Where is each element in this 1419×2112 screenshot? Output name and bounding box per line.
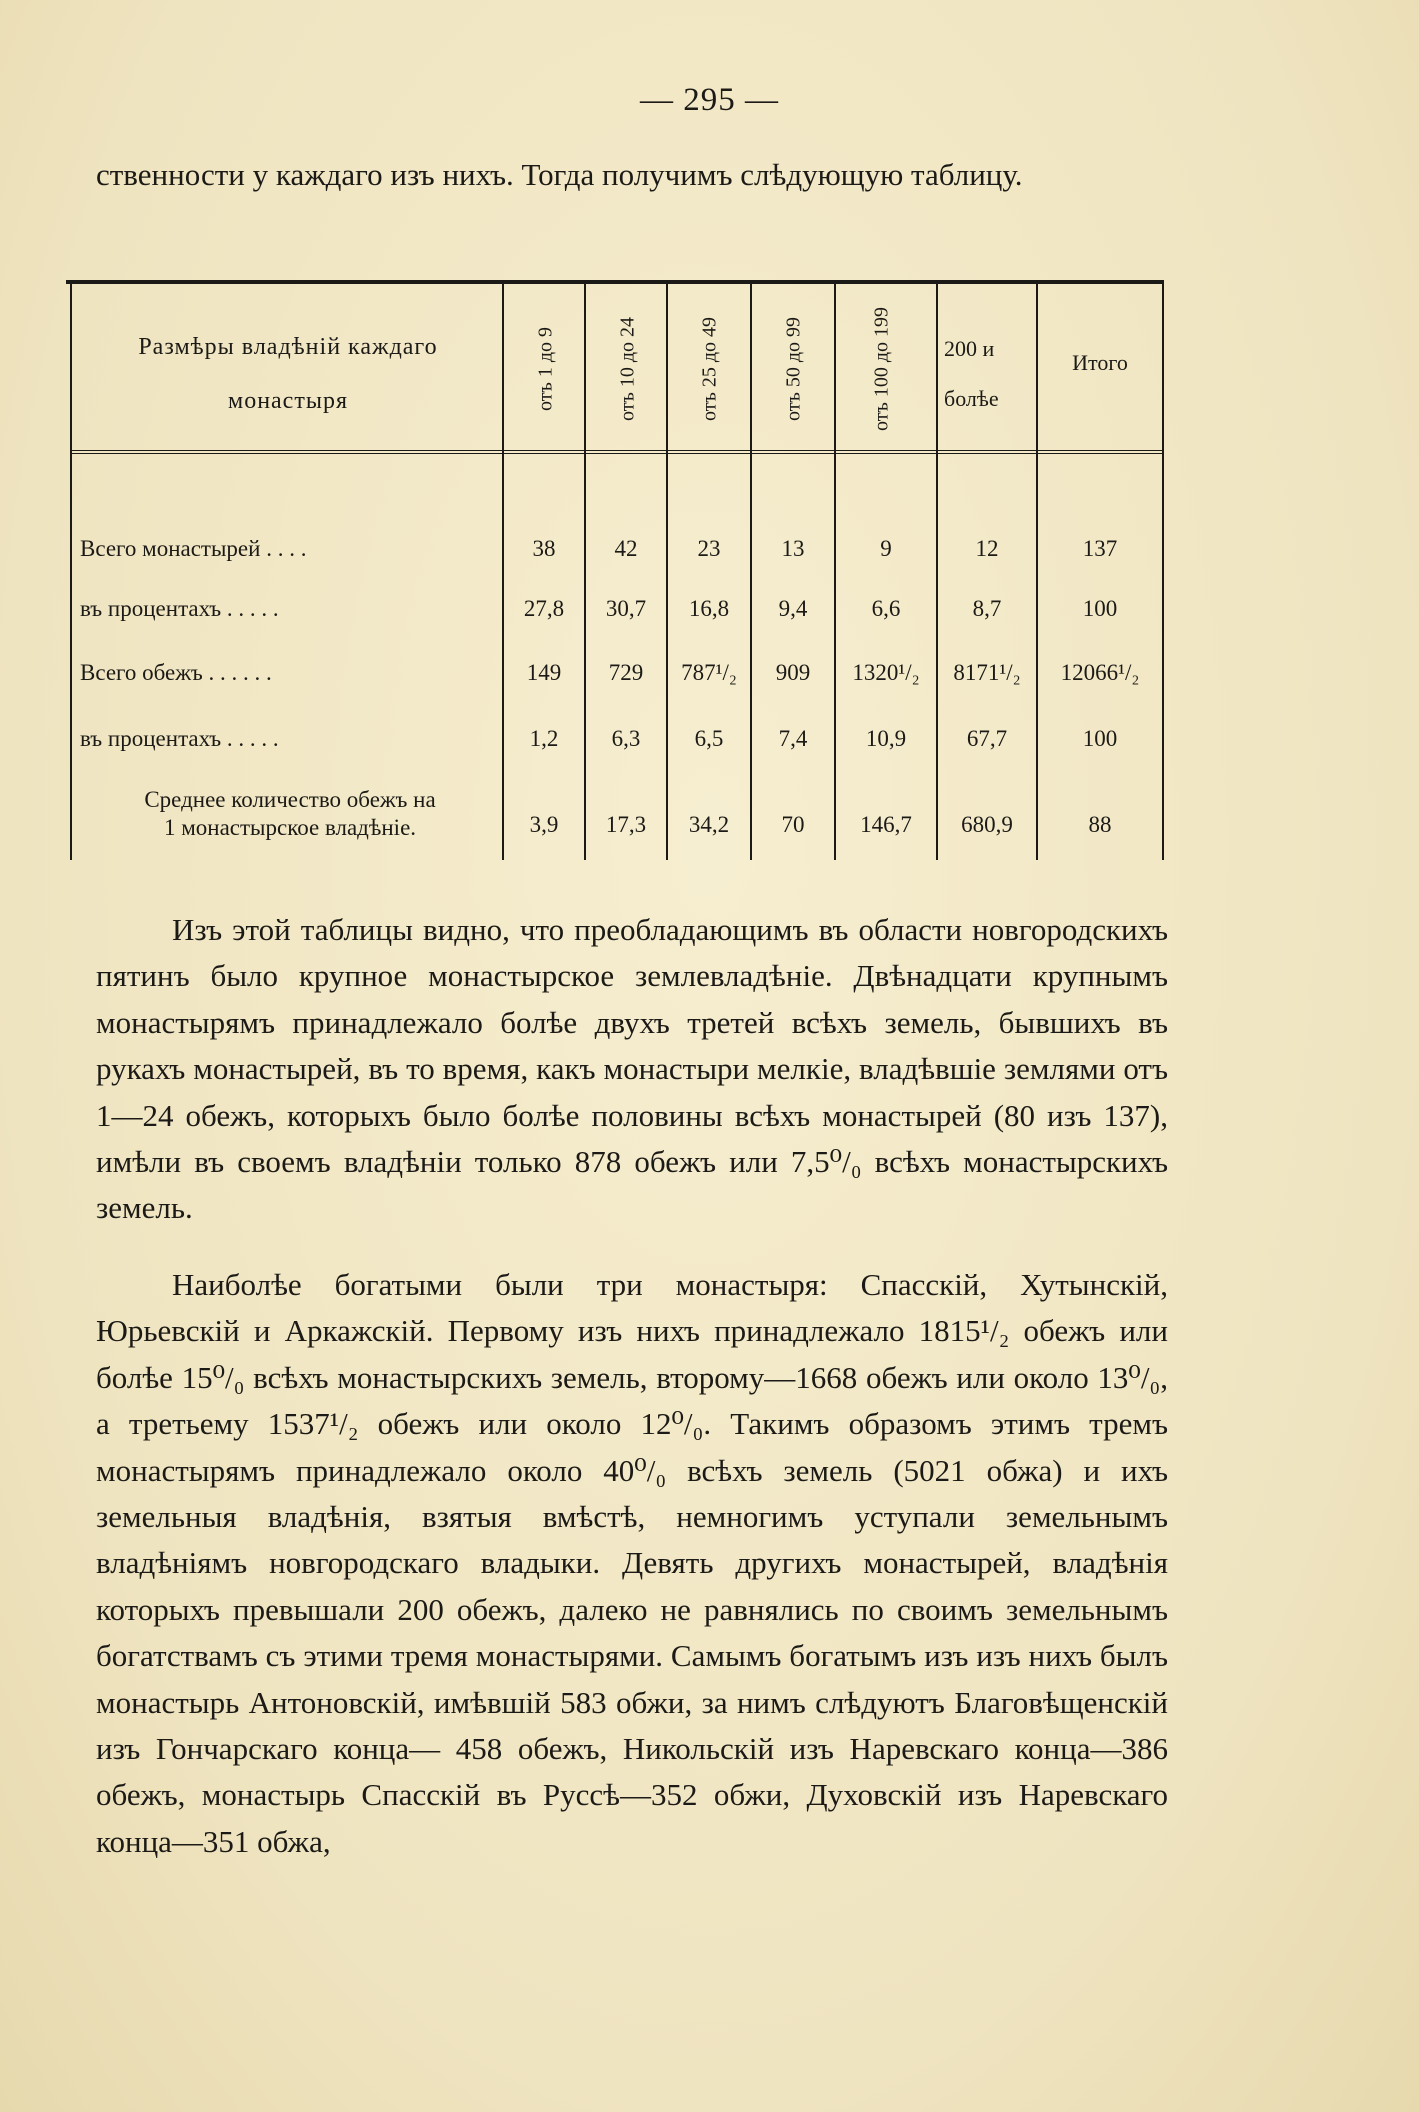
table-cell: 149 (526, 660, 562, 685)
table-cell: 34,2 (688, 812, 730, 837)
table-cell: 12066¹/₂ (1060, 660, 1140, 685)
table-cell: 137 (1082, 536, 1118, 561)
table-header-label: Размѣры владѣній каждаго монастыря (138, 334, 438, 414)
table-cell: 100 (1082, 726, 1118, 751)
table-cell: 12 (975, 536, 999, 561)
table-cell: 680,9 (961, 812, 1013, 837)
row-label: Всего обежъ . . . . . . (80, 660, 272, 685)
table-cell: 1,2 (529, 726, 559, 751)
row-label: въ процентахъ . . . . . (80, 596, 279, 621)
table-left-rule (70, 284, 72, 860)
table-right-rule (1162, 284, 1164, 860)
statistics-table (66, 280, 1164, 860)
table-cell: 17,3 (605, 812, 647, 837)
table-cell: 146,7 (860, 812, 912, 837)
table-cell: 729 (608, 660, 644, 685)
table-cell: 13 (781, 536, 805, 561)
table-cell: 30,7 (605, 596, 647, 621)
column-header: отъ 1 до 9 (534, 327, 557, 411)
table-cell: 8,7 (972, 596, 1002, 621)
table-cell: 23 (697, 536, 721, 561)
table-cell: 8171¹/₂ (953, 660, 1021, 685)
row-label-line: Среднее количество обежъ на (144, 787, 436, 812)
column-header: отъ 25 до 49 (698, 317, 721, 421)
paragraph: Изъ этой таблицы видно, что преобладающимъ въ области новгородскихъ пятинъ было крупное монастырское землевладѣніе. Двѣнадцати крупнымъ монастырямъ принадлежало болѣе двухъ третей всѣхъ земель, бывшихъ въ рукахъ монастырей, въ то время, какъ монастыри мелкіе, владѣвшіе землями отъ 1—24 обежъ, которыхъ было болѣе половины всѣхъ монастырей (80 изъ 137), имѣли въ своемъ владѣніи только 878 обежъ или 7,5⁰/₀ всѣхъ монастырскихъ земель. (96, 912, 1168, 1226)
table-cell: 67,7 (966, 726, 1008, 751)
column-header: отъ 50 до 99 (782, 317, 805, 421)
intro-text: ственности у каждаго изъ нихъ. Тогда получимъ слѣдующую таблицу. (96, 157, 1023, 192)
table-cell: 88 (1088, 812, 1112, 837)
table-cell: 1320¹/₂ (852, 660, 920, 685)
table-cell: 787¹/₂ (681, 660, 737, 685)
table-cell: 38 (532, 536, 556, 561)
row-label: Всего монастырей . . . . (80, 536, 307, 561)
paragraph: Наиболѣе богатыми были три монастыря: Спасскій, Хутынскій, Юрьевскій и Аркажскій. Первому изъ нихъ принадлежало 1815¹/₂ обежъ или болѣе 15⁰/₀ всѣхъ монастырскихъ земель, второму—1668 обежъ или около 13⁰/₀, а третьему 1537¹/₂ обежъ или около 12⁰/₀. Такимъ образомъ этимъ тремъ монастырямъ принадлежало около 40⁰/₀ всѣхъ земель (5021 обжа) и ихъ земельныя владѣнія, взятыя вмѣстѣ, немногимъ уступали земельнымъ владѣніямъ новгородскаго владыки. Девять другихъ монастырей, владѣнія которыхъ превышали 200 обежъ, далеко не равнялись по своимъ земельнымъ богатствамъ съ этими тремя монастырями. Самымъ богатымъ изъ изъ нихъ былъ монастырь Антоновскій, имѣвшій 583 обжи, за нимъ слѣдуютъ Благовѣщенскій изъ Гончарскаго конца— 458 обежъ, Никольскій изъ Наревскаго конца—386 обежъ, монастырь Спасскій въ Руссѣ—352 обжи, Духовскій изъ Наревскаго конца—351 обжа, (96, 1267, 1168, 1859)
table-cell: 27,8 (523, 596, 565, 621)
column-header: отъ 100 до 199 (870, 307, 893, 431)
row-label: въ процентахъ . . . . . (80, 726, 279, 751)
table-cell: 70 (781, 812, 805, 837)
table-top-rule (66, 280, 1164, 284)
table-cell: 7,4 (778, 726, 808, 751)
table-cell: 42 (614, 536, 638, 561)
row-label-line: 1 монастырское владѣніе. (163, 815, 417, 840)
table-cell: 6,6 (871, 596, 901, 621)
table-cell: 16,8 (688, 596, 730, 621)
table-header-rule (70, 450, 1164, 454)
column-header-total: Итого (1072, 350, 1128, 375)
table-cell: 10,9 (865, 726, 907, 751)
table-cell: 6,5 (694, 726, 724, 751)
column-header: отъ 10 до 24 (616, 317, 639, 421)
row-label (80, 786, 500, 842)
table-cell: 100 (1082, 596, 1118, 621)
table-cell: 909 (775, 660, 811, 685)
column-header: 200 и болѣе (944, 336, 999, 411)
table-cell: 9 (880, 536, 892, 561)
page-number: — 295 — (640, 82, 779, 118)
column-rule (936, 284, 938, 860)
table-cell: 9,4 (778, 596, 808, 621)
table-cell: 6,3 (611, 726, 641, 751)
table-cell: 3,9 (529, 812, 559, 837)
